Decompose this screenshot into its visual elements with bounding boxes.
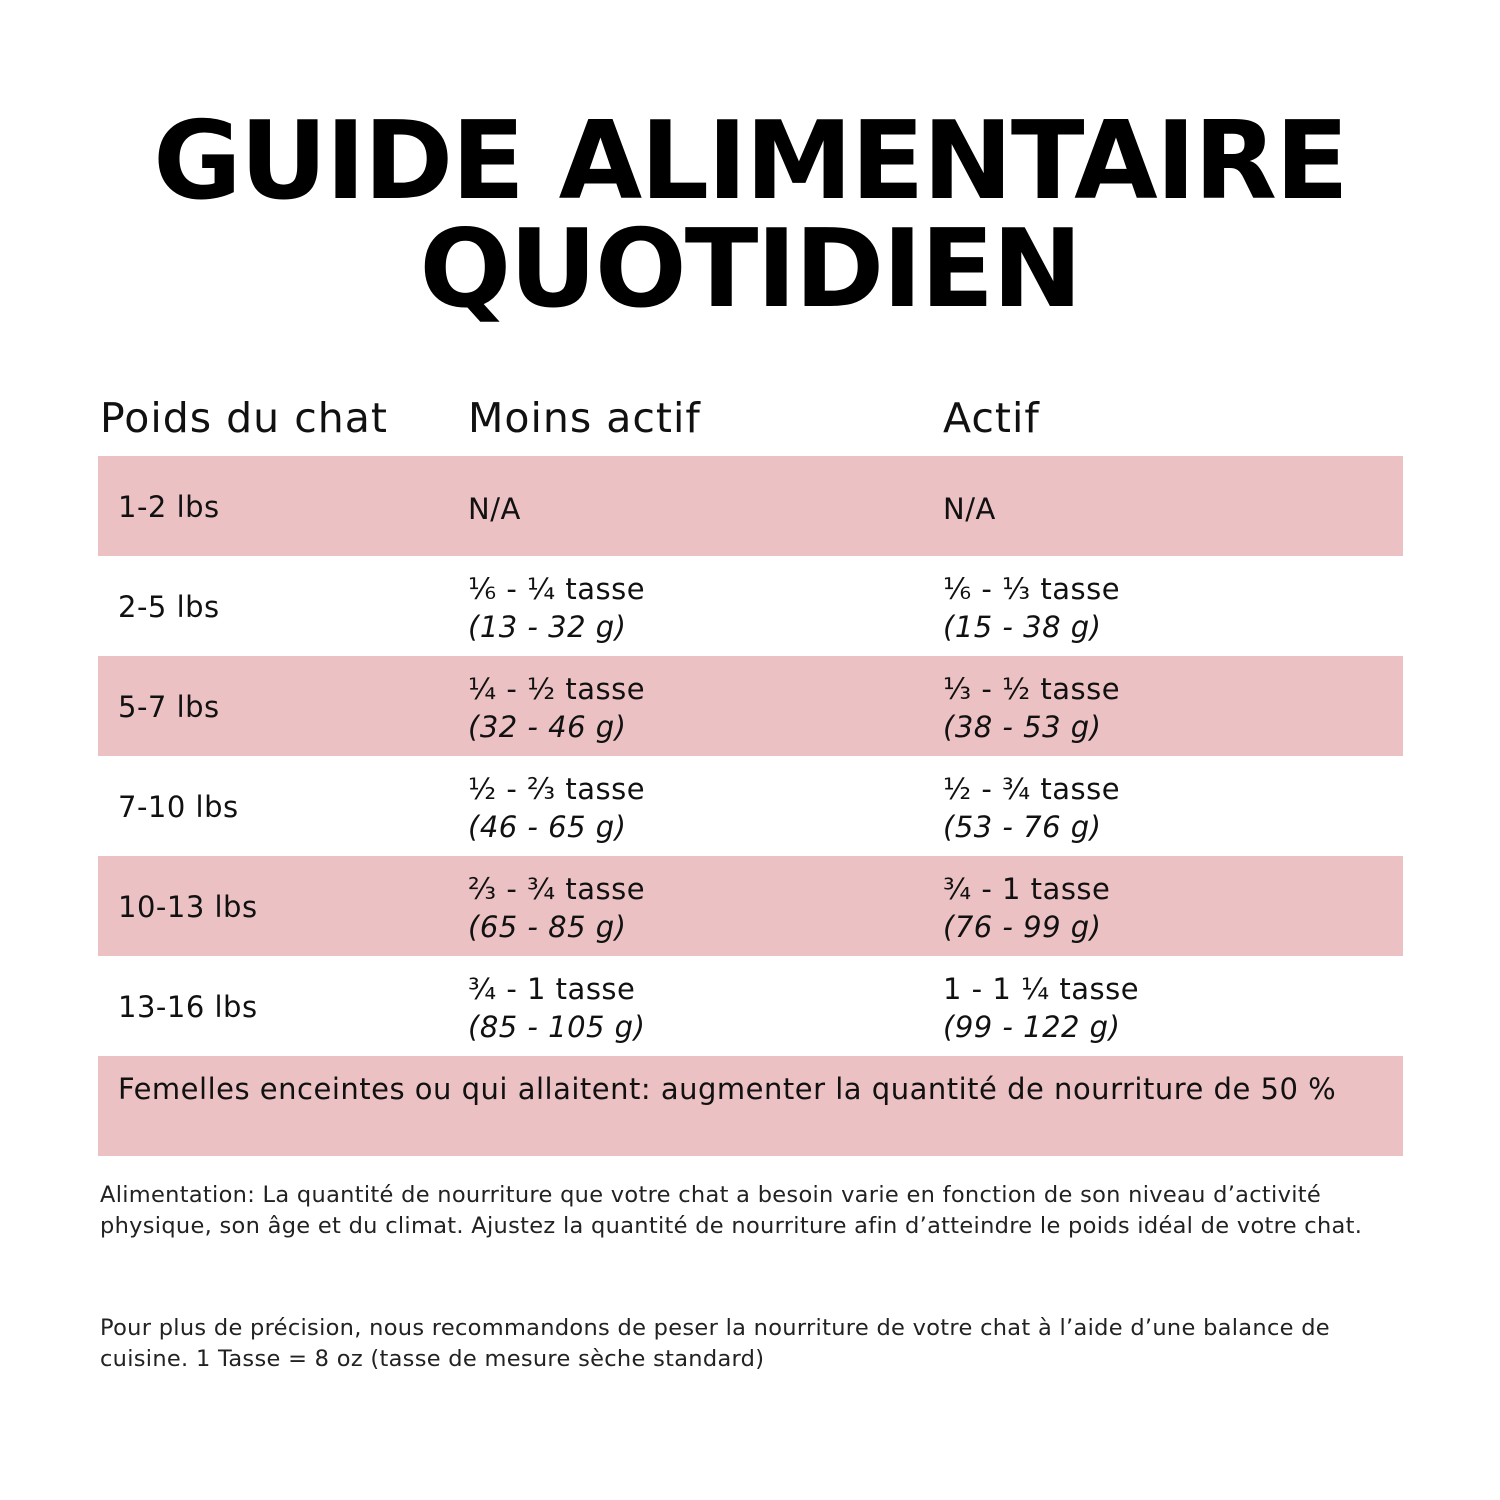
less-active-cell: ¼ - ½ tasse (32 - 46 g) <box>468 672 646 744</box>
header-active: Actif <box>943 394 1040 442</box>
weight-cell: 1-2 lbs <box>118 490 220 524</box>
table-row <box>98 956 1403 1056</box>
active-cell: 1 - 1 ¼ tasse (99 - 122 g) <box>943 972 1140 1044</box>
table-row <box>98 456 1403 556</box>
active-cell: ¾ - 1 tasse (76 - 99 g) <box>943 872 1111 944</box>
weight-cell: 2-5 lbs <box>118 590 220 624</box>
pregnancy-note-row <box>98 1056 1403 1156</box>
weight-cell: 10-13 lbs <box>118 890 258 924</box>
weight-cell: 13-16 lbs <box>118 990 258 1024</box>
page-title <box>0 99 1500 332</box>
weight-cell: 7-10 lbs <box>118 790 239 824</box>
pregnancy-note: Femelles enceintes ou qui allaitent: augmenter la quantité de nourriture de 50 % <box>118 1072 1337 1106</box>
active-cell: ½ - ¾ tasse (53 - 76 g) <box>943 772 1121 844</box>
table-row <box>98 856 1403 956</box>
table-row <box>98 556 1403 656</box>
less-active-cell: ¾ - 1 tasse (85 - 105 g) <box>468 972 646 1044</box>
title-line-1: GUIDE ALIMENTAIRE <box>153 99 1347 224</box>
header-cat-weight: Poids du chat <box>100 394 388 442</box>
active-cell: N/A <box>943 492 996 526</box>
table-header <box>98 390 1403 456</box>
active-cell: ⅓ - ½ tasse (38 - 53 g) <box>943 672 1121 744</box>
header-less-active: Moins actif <box>468 394 701 442</box>
feeding-instructions-text: Alimentation: La quantité de nourriture que votre chat a besoin varie en fonction de son niveau d’activité physique, son âge et du climat. Ajustez la quantité de nourriture afin d’atteindre le poids idéal de votre chat. <box>100 1182 1363 1239</box>
measurement-note-text: Pour plus de précision, nous recommandons de peser la nourriture de votre chat à l’aide d’une balance de cuisine. 1 Tasse = 8 oz (tasse de mesure sèche standard) <box>100 1315 1330 1372</box>
table-row <box>98 756 1403 856</box>
table-row <box>98 656 1403 756</box>
less-active-cell: ½ - ⅔ tasse (46 - 65 g) <box>468 772 646 844</box>
feeding-table <box>98 390 1403 1156</box>
less-active-cell: ⅙ - ¼ tasse (13 - 32 g) <box>468 572 646 644</box>
title-line-2: QUOTIDIEN <box>419 207 1081 332</box>
less-active-cell: ⅔ - ¾ tasse (65 - 85 g) <box>468 872 646 944</box>
less-active-cell: N/A <box>468 492 521 526</box>
active-cell: ⅙ - ⅓ tasse (15 - 38 g) <box>943 572 1121 644</box>
weight-cell: 5-7 lbs <box>118 690 220 724</box>
